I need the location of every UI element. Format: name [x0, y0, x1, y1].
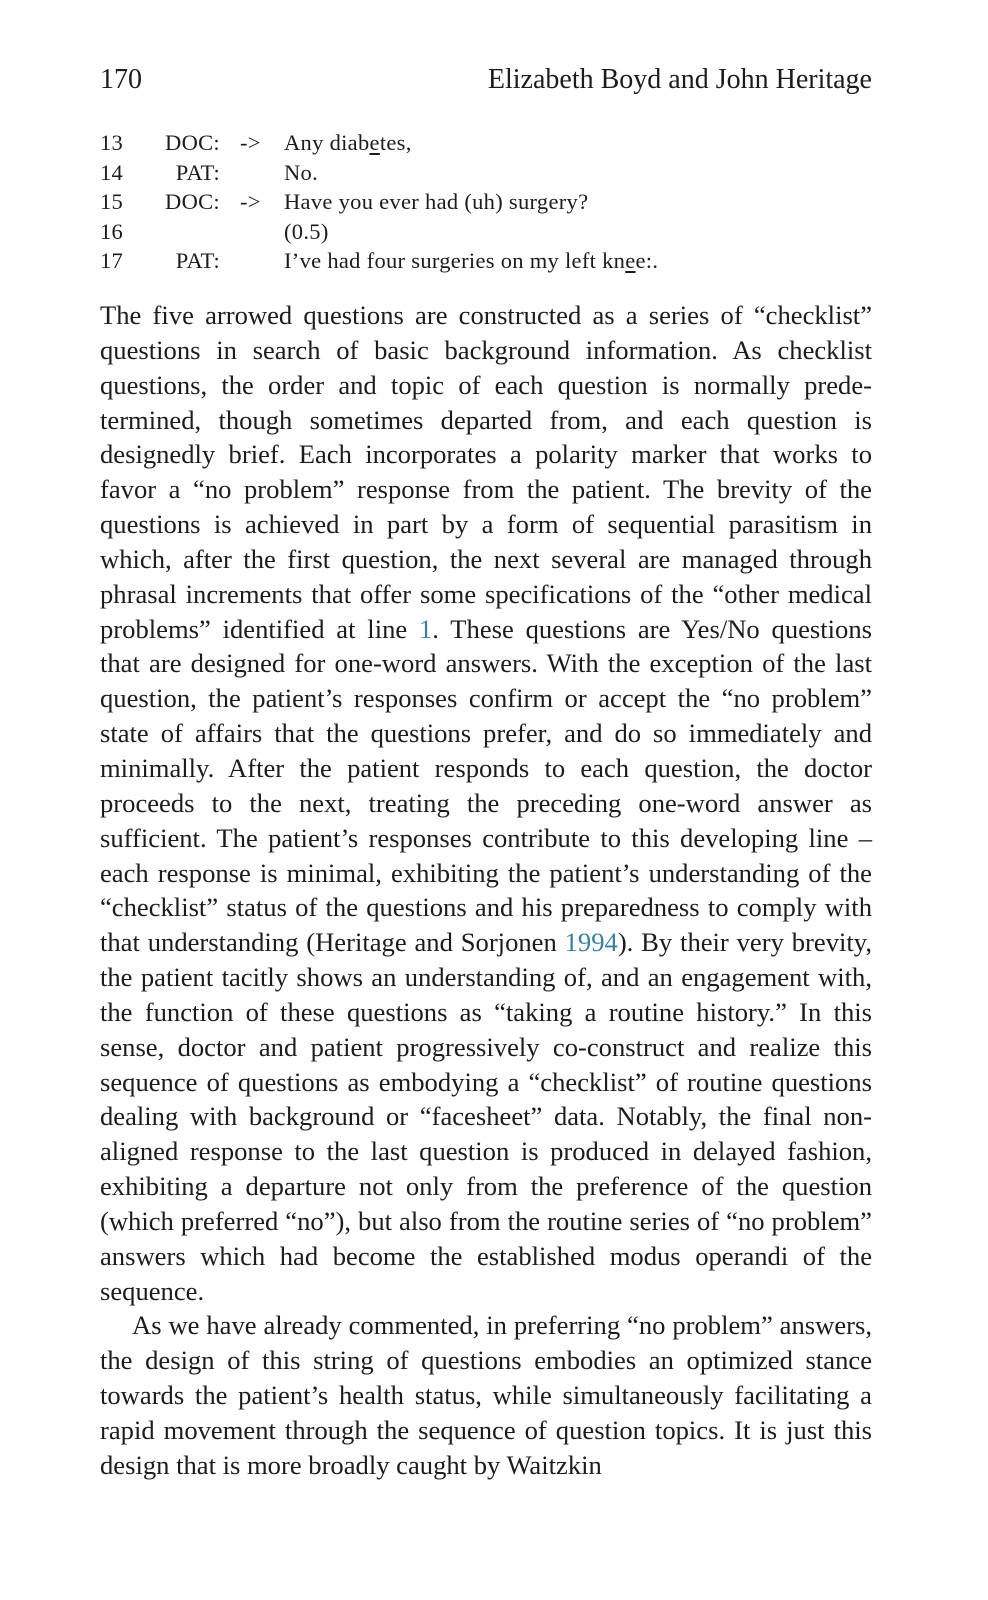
- paragraph: The five arrowed questions are constructed as a series of “checklist” questions in search of basic background information. As checklist questions, the order and topic of each question is normally predetermined, though sometimes departed from, and each question is designedly brief. Each incorporates a polarity marker that works to favor a “no problem” response from the patient. The brevity of the questions is achieved in part by a form of sequential parasitism in which, after the first question, the next several are managed through phrasal increments that offer some specifications of the “other medical problems” identified at line 1. These questions are Yes/No questions that are designed for one-word answers. With the exception of the last question, the patient’s responses confirm or accept the “no problem” state of affairs that the questions prefer, and do so immediately and minimally. After the patient responds to each question, the doctor proceeds to the next, treating the preceding one-word answer as sufficient. The patient’s responses contribute to this developing line – each response is minimal, exhibiting the patient’s understanding of the “checklist” status of the questions and his preparedness to comply with that understanding (Heritage and Sorjonen 1994). By their very brevity, the patient tacitly shows an understanding of, and an engagement with, the function of these questions as “taking a routine history.” In this sense, doctor and patient progressively co-construct and realize this sequence of questions as embodying a “checklist” of routine questions dealing with background or “facesheet” data. Notably, the final non-aligned response to the last question is produced in delayed fashion, exhibiting a departure not only from the preference of the question (which preferred “no”), but also from the routine series of “no problem” answers which had become the established modus operandi of the sequence.: [100, 300, 872, 1306]
- transcript-line: [100, 128, 872, 158]
- transcript-line: [100, 187, 872, 217]
- arrow-marker: ->: [240, 130, 261, 155]
- utterance: No.: [284, 159, 319, 185]
- running-head: Elizabeth Boyd and John Heritage: [487, 64, 872, 95]
- line-number: 16: [100, 218, 124, 244]
- line-number: 13: [100, 130, 124, 155]
- speaker-label: PAT:: [175, 159, 220, 185]
- line-reference-link[interactable]: 1: [419, 613, 433, 644]
- transcript-line: [100, 217, 872, 247]
- speaker-label: DOC:: [165, 130, 220, 155]
- utterance: (0.5): [284, 218, 329, 244]
- utterance: Have you ever had (uh) surgery?: [284, 189, 589, 214]
- page-number: 170: [100, 64, 142, 95]
- paragraph: As we have already commented, in preferring “no problem” answers, the design of this string of questions embodies an optimized stance towards the patient’s health status, while simultaneously facilitating a rapid movement through the sequence of question topics. It is just this design that is more broadly caught by Waitzkin: [100, 1310, 872, 1480]
- arrow-marker: ->: [240, 189, 261, 214]
- utterance: I’ve had four surgeries on my left knee:.: [284, 248, 659, 273]
- transcript-excerpt: [100, 128, 872, 276]
- line-number: 15: [100, 189, 124, 214]
- transcript-line: [100, 158, 872, 188]
- body-text: [100, 298, 872, 1483]
- transcript-line: [100, 246, 872, 276]
- line-number: 17: [100, 248, 124, 273]
- speaker-label: DOC:: [165, 189, 220, 214]
- page-header: [100, 64, 872, 100]
- line-number: 14: [100, 159, 124, 185]
- speaker-label: PAT:: [175, 248, 220, 273]
- citation-link[interactable]: 1994: [564, 927, 618, 958]
- utterance: Any diabetes,: [284, 130, 412, 155]
